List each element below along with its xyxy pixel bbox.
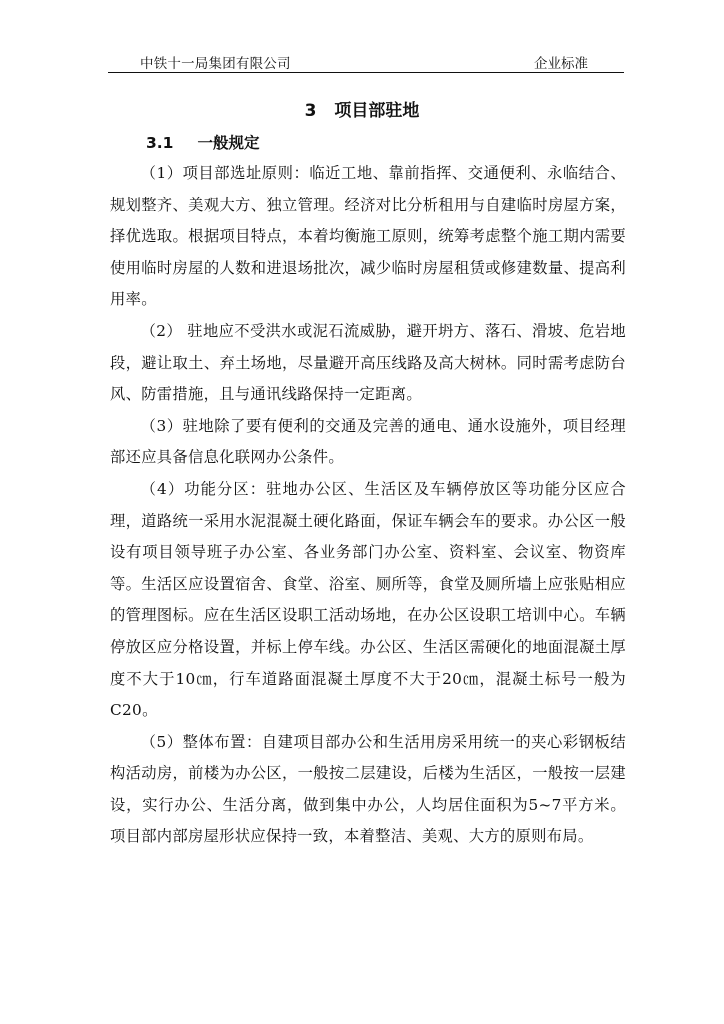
section-title-text: 一般规定	[197, 134, 260, 152]
header-company-name: 中铁十一局集团有限公司	[140, 56, 291, 72]
section-title	[146, 131, 259, 153]
paragraph-5: （5）整体布置：自建项目部办公和生活用房采用统一的夹心彩钢板结构活动房，前楼为办公区，一般按二层建设，后楼为生活区，一般按一层建设，实行办公、生活分离，做到集中办公，人均居住面积为5~7平方米。项目部内部房屋形状应保持一致，本着整洁、美观、大方的原则布局。	[110, 732, 626, 846]
header-standard-label: 企业标准	[534, 56, 588, 72]
chapter-title-text: 项目部驻地	[334, 101, 420, 121]
paragraph-4: （4）功能分区：驻地办公区、生活区及车辆停放区等功能分区应合理，道路统一采用水泥混凝土硬化路面，保证车辆会车的要求。办公区一般设有项目领导班子办公室、各业务部门办公室、资料室、会议室、物资库等。生活区应设置宿舍、食堂、浴室、厕所等，食堂及厕所墙上应张贴相应的管理图标。应在生活区设职工活动场地，在办公区设职工培训中心。车辆停放区应分格设置，并标上停车线。办公区、生活区需硬化的地面混凝土厚度不大于10㎝，行车道路面混凝土厚度不大于20㎝，混凝土标号一般为C20。	[110, 479, 626, 720]
section-number: 3.1	[146, 134, 174, 152]
paragraph-1: （1）项目部选址原则：临近工地、靠前指挥、交通便利、永临结合、规划整齐、美观大方、独立管理。经济对比分析租用与自建临时房屋方案，择优选取。根据项目特点，本着均衡施工原则，统筹考虑整个施工期内需要使用临时房屋的人数和进退场批次，减少临时房屋租赁或修建数量、提高利用率。	[110, 164, 626, 309]
page-header	[108, 50, 624, 73]
chapter-title	[0, 96, 724, 121]
paragraph-3: （3）驻地除了要有便利的交通及完善的通电、通水设施外，项目经理部还应具备信息化联网办公条件。	[110, 416, 626, 467]
body-text	[110, 158, 626, 853]
chapter-number: 3	[304, 101, 317, 121]
paragraph-2: （2） 驻地应不受洪水或泥石流威胁，避开坍方、落石、滑坡、危岩地段，避让取土、弃土场地，尽量避开高压线路及高大树林。同时需考虑防台风、防雷措施，且与通讯线路保持一定距离。	[110, 321, 626, 404]
